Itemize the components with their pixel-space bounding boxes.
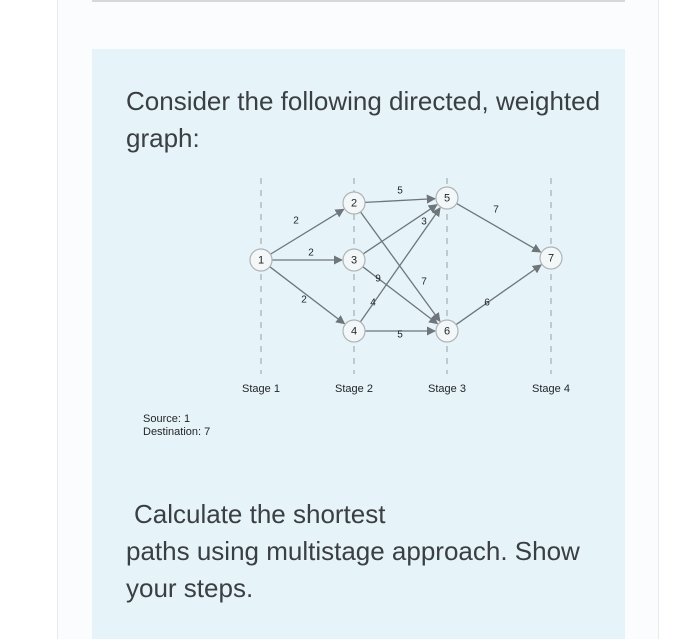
question-task-line1: Calculate the shortest — [134, 499, 386, 529]
question-task-line2: paths using multistage approach. Show your steps. — [126, 536, 580, 603]
stage-labels — [242, 383, 570, 395]
node-6-label: 6 — [443, 325, 451, 338]
stage-label-1: Stage 1 — [242, 382, 280, 395]
edge-weight-1-4: 2 — [301, 294, 307, 306]
stage-lines — [261, 178, 551, 374]
edge-weight-1-3: 2 — [308, 247, 314, 259]
node-2-label: 2 — [350, 197, 358, 210]
node-7 — [540, 247, 562, 269]
node-5-label: 5 — [443, 192, 451, 205]
node-1 — [250, 249, 272, 271]
edge-6-7 — [456, 265, 541, 325]
edge-weight-4-5: 4 — [370, 297, 376, 309]
node-4 — [343, 320, 365, 342]
edge-weight-3-6: 9 — [375, 273, 381, 285]
edge-1-2 — [270, 209, 343, 254]
edge-weight-1-2: 2 — [293, 215, 299, 227]
stage-label-2: Stage 2 — [335, 382, 373, 395]
edge-weight-6-7: 6 — [484, 297, 490, 309]
question-intro: Consider the following directed, weighted graph: — [126, 86, 601, 153]
edge-3-5 — [363, 205, 437, 254]
source-label: Source: 1 — [143, 413, 191, 425]
edge-weight-5-7: 7 — [493, 204, 499, 216]
graph-edges — [270, 186, 541, 341]
destination-label: Destination: 7 — [143, 426, 211, 438]
node-5 — [436, 187, 458, 209]
node-4-label: 4 — [350, 325, 358, 338]
node-3 — [343, 249, 365, 271]
node-7-label: 7 — [547, 252, 555, 265]
edge-weight-4-6: 5 — [397, 329, 403, 341]
edge-2-5 — [365, 199, 435, 203]
node-6 — [436, 320, 458, 342]
stage-label-4: Stage 4 — [532, 382, 570, 395]
stage-label-3: Stage 3 — [428, 382, 466, 395]
node-1-label: 1 — [257, 254, 265, 267]
edge-1-4 — [270, 267, 345, 324]
graph-nodes — [250, 187, 562, 342]
edge-3-6 — [363, 267, 438, 324]
edge-weight-2-6: 7 — [421, 276, 427, 288]
edge-weight-2-5: 5 — [397, 185, 403, 197]
node-3-label: 3 — [350, 254, 358, 267]
node-2 — [343, 192, 365, 214]
edge-weight-3-5: 3 — [421, 216, 427, 228]
